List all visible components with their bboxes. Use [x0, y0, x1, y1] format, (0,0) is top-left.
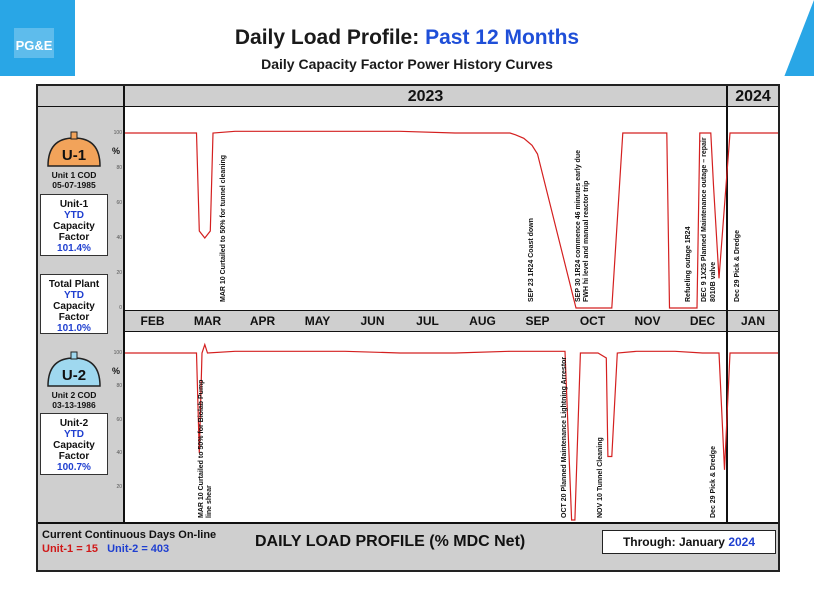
- u2-annotation-0: MAR 10 Curtailed to 50% for Biolab Pump: [198, 379, 205, 518]
- u2-ytick-80: 80: [116, 383, 122, 390]
- page-subtitle: Daily Capacity Factor Power History Curves: [261, 56, 553, 72]
- u1-ytd-title: Unit-1: [59, 199, 89, 210]
- u1-annotation-0: MAR 10 Curtailed to 50% for tunnel cleaning: [220, 154, 227, 302]
- title-main: Daily Load Profile:: [234, 26, 420, 49]
- u1-ytd-l3: Factor: [58, 232, 90, 243]
- month-label-jun: JUN: [360, 314, 385, 328]
- year-label-2024: 2024: [735, 88, 771, 105]
- u1-ytd-box: [40, 194, 108, 256]
- total-plant-title: Total Plant: [48, 279, 100, 290]
- logo-text: PG&E: [15, 38, 53, 53]
- u2-ytick-100: 100: [113, 350, 122, 356]
- unit1-days: Unit-1 = 15: [42, 543, 98, 555]
- u2-ytd-l2: Capacity: [53, 440, 95, 451]
- u2-ytick-20: 20: [116, 483, 122, 490]
- u1-annotation-7: Dec 29 Pick & Dredge: [734, 230, 741, 302]
- month-label-apr: APR: [249, 314, 276, 328]
- total-plant-l3: Factor: [58, 312, 90, 323]
- profile-label: DAILY LOAD PROFILE (% MDC Net): [255, 533, 526, 550]
- month-label-dec: DEC: [689, 314, 716, 328]
- through-year: 2024: [728, 535, 756, 549]
- u1-ytd-label: YTD: [64, 210, 84, 221]
- u2-annotation-2: OCT 20 Planned Maintenance Lightning Arrestor: [561, 356, 568, 518]
- u2-ytd-l3: Factor: [58, 451, 90, 462]
- u1-cod-label: Unit 1 COD: [51, 170, 97, 180]
- month-label-feb: FEB: [140, 314, 165, 328]
- u2-y-unit: %: [112, 366, 121, 376]
- u2-ytd-label: YTD: [64, 429, 84, 440]
- month-label-may: MAY: [304, 314, 331, 328]
- u1-annotation-3: FWH hi level and manual reactor trip: [583, 180, 590, 302]
- total-plant-label: YTD: [64, 290, 84, 301]
- u1-annotation-5: DEC 9 1X25 Planned Maintenance outage – repair: [701, 137, 709, 302]
- year-label-2023: 2023: [407, 88, 444, 105]
- u2-badge-icon: [44, 350, 104, 390]
- u1-cod-date: 05-07-1985: [52, 180, 96, 190]
- month-label-aug: AUG: [469, 314, 496, 328]
- u1-ytd-value: 101.4%: [57, 243, 91, 254]
- u2-ytick-40: 40: [116, 450, 122, 457]
- u2-annotation-3: NOV 10 Tunnel Cleaning: [596, 437, 604, 518]
- u2-ytd-title: Unit-2: [59, 418, 89, 429]
- title-highlight: Past 12 Months: [425, 26, 580, 49]
- u2-load-curve: [125, 345, 778, 520]
- u2-cod-date: 03-13-1986: [52, 400, 96, 410]
- u2-annotation-4: Dec 29 Pick & Dredge: [709, 446, 717, 518]
- u2-ytick-60: 60: [116, 416, 122, 423]
- month-label-sep: SEP: [525, 314, 550, 328]
- u2-annotation-1: line shear: [206, 485, 214, 518]
- u1-badge-icon: [44, 130, 104, 170]
- u1-annotation-6: 8010B valve: [709, 261, 717, 302]
- u1-annotation-1: SEP 23 1R24 Coast down: [528, 218, 535, 302]
- u1-ytd-l2: Capacity: [53, 221, 95, 232]
- unit2-days: Unit-2 = 403: [107, 543, 170, 555]
- u2-ytd-box: [40, 413, 108, 475]
- through-label: Through: January: [622, 535, 725, 549]
- u1-ytick-20: 20: [116, 270, 122, 276]
- total-plant-value: 101.0%: [57, 323, 91, 334]
- u1-annotation-2: SEP 30 1R24 commence 46 minutes early due: [574, 149, 582, 302]
- u2-badge-text: U-2: [61, 367, 87, 384]
- month-label-nov: NOV: [634, 314, 661, 328]
- total-plant-box: [40, 274, 108, 334]
- continuous-days-values: [42, 543, 169, 555]
- u1-cod: [40, 170, 108, 190]
- u1-ytick-40: 40: [116, 235, 122, 241]
- u2-cod: [40, 390, 108, 410]
- u1-badge-text: U-1: [61, 147, 87, 164]
- through-box: [602, 530, 776, 554]
- u1-ytick-80: 80: [116, 165, 122, 171]
- u1-annotation-4: Refueling outage 1R24: [684, 226, 692, 302]
- month-label-jan: JAN: [740, 314, 765, 328]
- month-label-mar: MAR: [193, 314, 222, 328]
- u1-y-unit: %: [112, 146, 121, 156]
- u2-cod-label: Unit 2 COD: [51, 390, 97, 400]
- u2-ytd-value: 100.7%: [57, 462, 91, 473]
- continuous-days-label: Current Continuous Days On-line: [42, 529, 217, 541]
- month-label-jul: JUL: [416, 314, 439, 328]
- month-label-oct: OCT: [579, 314, 606, 328]
- u1-ytick-60: 60: [116, 200, 122, 206]
- u1-ytick-0: 0: [119, 305, 122, 311]
- total-plant-l2: Capacity: [53, 301, 95, 312]
- u1-ytick-100: 100: [113, 130, 122, 136]
